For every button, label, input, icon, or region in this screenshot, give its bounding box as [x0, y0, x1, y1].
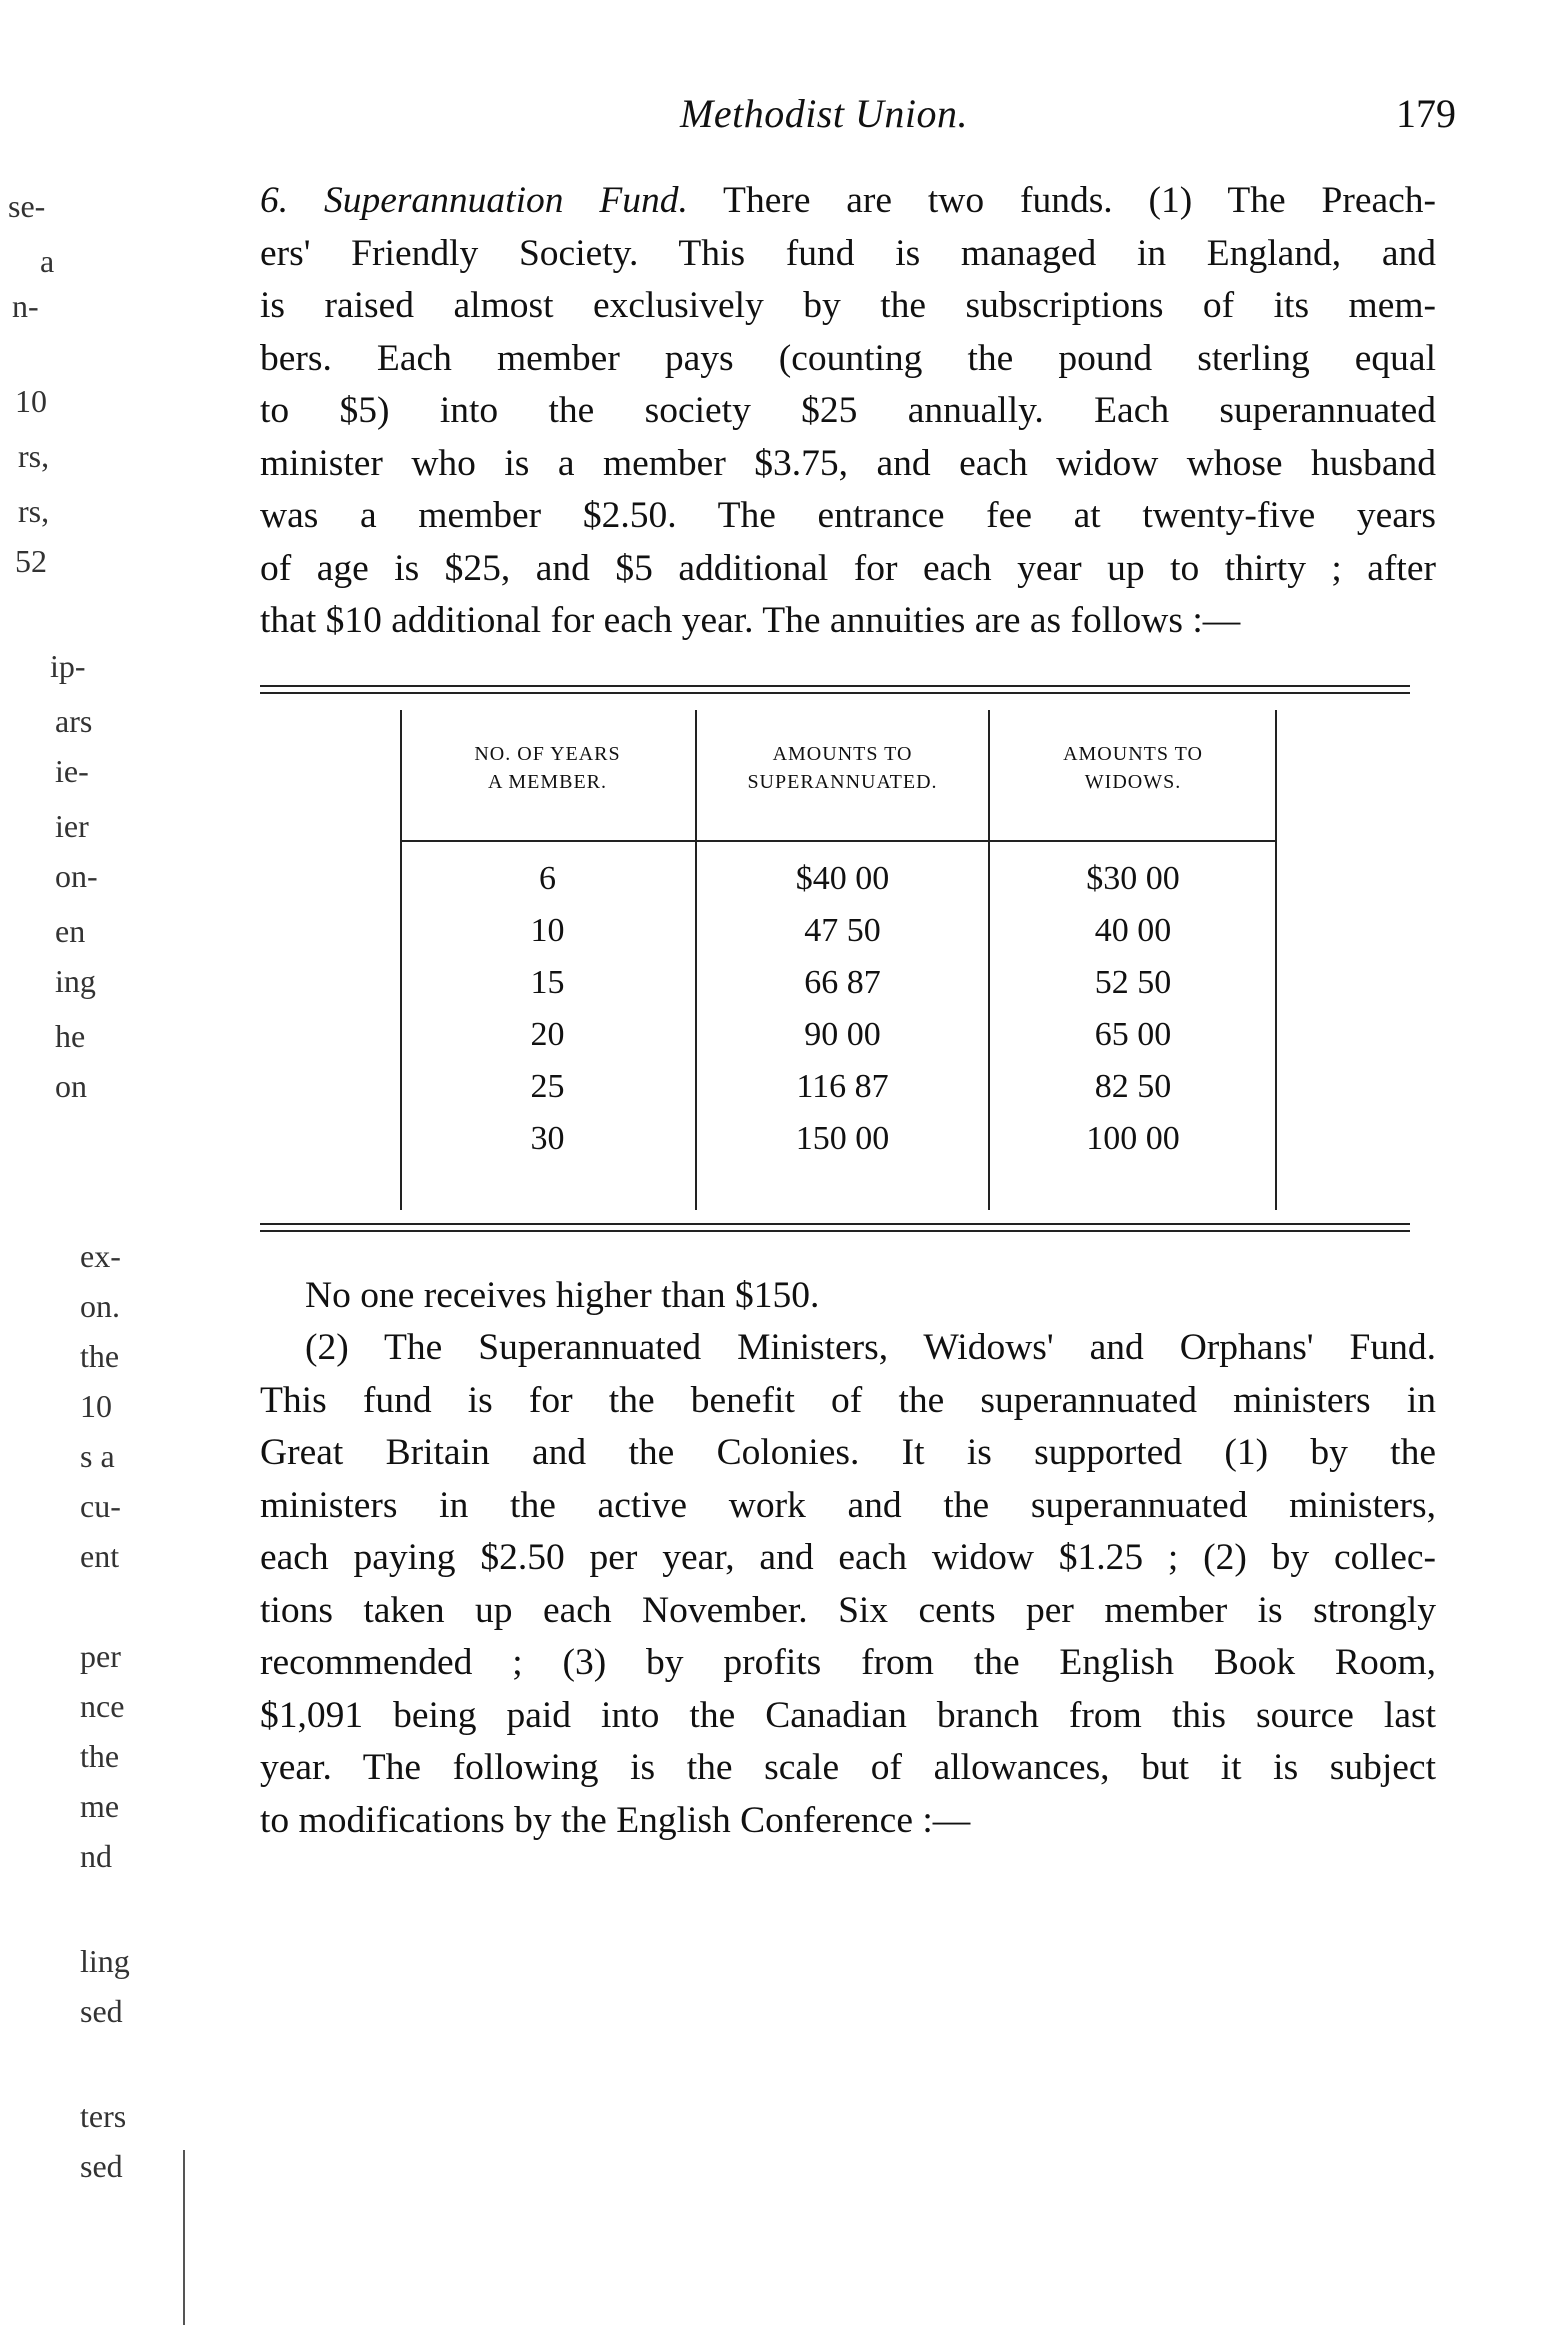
margin-fragment: ing	[55, 963, 96, 999]
text-line: bers. Each member pays (counting the pound sterling equal	[260, 337, 1436, 379]
running-title: Methodist Union.	[680, 91, 968, 136]
table-top-rule	[260, 685, 1410, 687]
table-cell: 90 00	[804, 1016, 881, 1053]
text-line: each paying $2.50 per year, and each widow $1.25 ; (2) by collec-	[260, 1537, 1436, 1578]
header-years: NO. OF YEARS A MEMBER.	[474, 743, 621, 793]
text-line: year. The following is the scale of allowances, but it is subject	[260, 1747, 1436, 1788]
margin-fragment: on.	[80, 1288, 120, 1324]
margin-fragment: he	[55, 1018, 86, 1054]
text-line: tions taken up each November. Six cents per member is strongly	[260, 1589, 1436, 1631]
table-cell: 150 00	[795, 1120, 890, 1157]
table-cell: 10	[530, 912, 565, 949]
table-column-rule	[400, 710, 402, 1210]
margin-fragment: rs,	[18, 438, 50, 474]
margin-fragment: ie-	[55, 753, 89, 789]
table-cell: 65 00	[1094, 1016, 1172, 1053]
text-line: ers' Friendly Society. This fund is managed in England, and	[260, 232, 1436, 274]
text-line: to modifications by the English Conference :—	[260, 1799, 971, 1841]
table-cell: 100 00	[1086, 1120, 1180, 1157]
margin-fragment: ier	[55, 808, 89, 844]
text-line: was a member $2.50. The entrance fee at twenty-five years	[260, 495, 1436, 536]
page-number: 179	[1396, 91, 1456, 136]
text-line: recommended ; (3) by profits from the English Book Room,	[260, 1642, 1436, 1683]
margin-fragment: 10	[80, 1388, 112, 1424]
text-line: is raised almost exclusively by the subscriptions of its mem-	[260, 285, 1436, 326]
margin-fragment: rs,	[18, 493, 50, 529]
table-column-rule	[695, 710, 697, 1210]
paragraph-limit	[305, 1270, 1435, 1323]
table-column-rule	[988, 710, 990, 1210]
table-bottom-rule	[260, 1223, 1410, 1225]
margin-fragment: ars	[55, 703, 93, 739]
text-line: This fund is for the benefit of the superannuated ministers in	[260, 1379, 1436, 1421]
table-column-rule	[1275, 710, 1277, 1210]
text-line: of age is $25, and $5 additional for each year up to thirty ; after	[260, 547, 1436, 589]
text-line: minister who is a member $3.75, and each widow whose husband	[260, 442, 1436, 484]
margin-fragment: n-	[12, 288, 39, 324]
table-top-rule	[260, 692, 1410, 694]
table-cell: 15	[530, 964, 565, 1001]
text-line: that $10 additional for each year. The annuities are as follows :—	[260, 600, 1241, 641]
table-cell: 66 87	[804, 964, 881, 1001]
text-line: No one receives higher than $150.	[305, 1275, 820, 1316]
margin-fragment: ling	[80, 1943, 130, 1979]
table-cell: 25	[530, 1068, 565, 1105]
table-cell: 30	[530, 1120, 565, 1157]
margin-fragment: cu-	[80, 1488, 121, 1524]
margin-fragment: the	[80, 1338, 120, 1374]
margin-fragment: the	[80, 1738, 120, 1774]
margin-fragment: on-	[55, 858, 98, 894]
text-line: Great Britain and the Colonies. It is supported (1) by the	[260, 1432, 1436, 1473]
margin-fragment: a	[40, 243, 55, 279]
table-cell: $30 00	[1086, 860, 1180, 897]
margin-fragment: ex-	[80, 1238, 121, 1274]
margin-fragment: on	[55, 1068, 87, 1104]
table-cell: 47 50	[804, 912, 881, 949]
margin-fragment: en	[55, 913, 86, 949]
margin-fragment: nce	[80, 1688, 125, 1724]
table-header-rule	[400, 840, 1275, 842]
table-cell: $40 00	[795, 860, 890, 897]
header-superannuated: AMOUNTS TO SUPERANNUATED.	[747, 743, 938, 793]
text-line: (2) The Superannuated Ministers, Widows' and Orphans' Fund.	[305, 1327, 1436, 1368]
table-cell: 40 00	[1094, 912, 1172, 949]
section-heading: 6. Superannuation Fund.	[260, 180, 688, 221]
text-line: 6. Superannuation Fund. There are two funds. (1) The Preach-	[260, 180, 1437, 221]
margin-fragment: nd	[80, 1838, 112, 1874]
table-cell: 20	[530, 1016, 565, 1053]
annuities-table	[260, 685, 1410, 1245]
text-line: to $5) into the society $25 annually. Each superannuated	[260, 390, 1436, 431]
text-line: ministers in the active work and the superannuated ministers,	[260, 1484, 1436, 1526]
margin-fragment: ip-	[50, 648, 86, 684]
header-widows: AMOUNTS TO WIDOWS.	[1063, 743, 1203, 793]
table-cell: 52 50	[1094, 964, 1172, 1001]
margin-fragment: sed	[80, 1993, 123, 2029]
table-cell: 82 50	[1094, 1068, 1172, 1105]
paragraph-superannuation-fund	[260, 175, 1436, 648]
paragraph-orphans-fund	[260, 1322, 1436, 1847]
margin-fragment: sed	[80, 2148, 123, 2184]
running-head	[0, 90, 1545, 150]
margin-fragment: se-	[8, 188, 46, 224]
margin-fragment: ters	[80, 2098, 127, 2134]
margin-fragment: 10	[15, 383, 47, 419]
text-line: $1,091 being paid into the Canadian branch from this source last	[260, 1694, 1436, 1736]
gutter-line	[183, 2150, 185, 2325]
table-cell: 6	[539, 860, 556, 897]
margin-fragment: 52	[15, 543, 47, 579]
margin-fragment: ent	[80, 1538, 120, 1574]
table-bottom-rule	[260, 1230, 1410, 1232]
margin-fragment: per	[80, 1638, 121, 1674]
margin-fragment: s a	[80, 1438, 115, 1474]
table-cell: 116 87	[796, 1068, 889, 1105]
margin-fragment: me	[80, 1788, 120, 1824]
